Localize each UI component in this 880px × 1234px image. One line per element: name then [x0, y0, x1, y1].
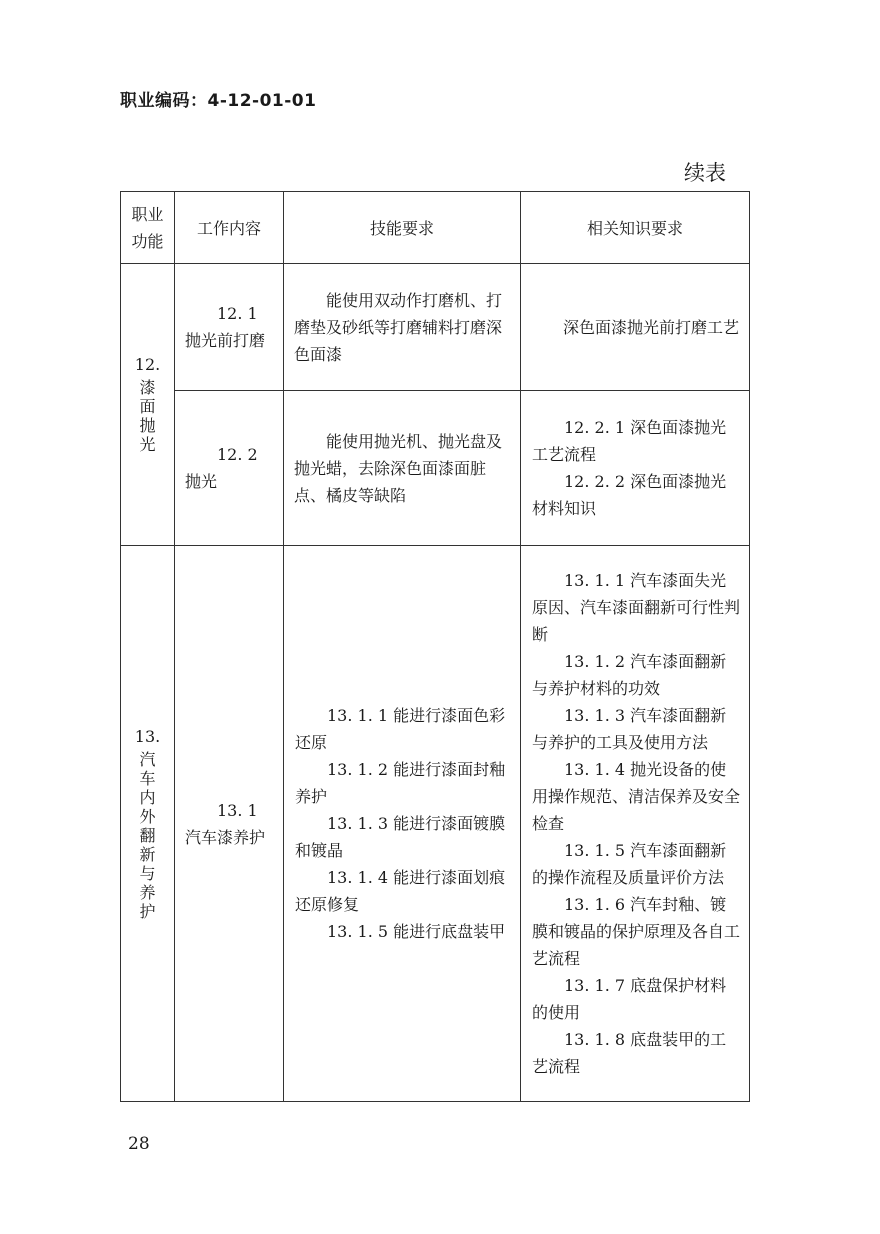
skill-cell: [284, 264, 521, 391]
work-content-text: 12. 2 抛光: [185, 445, 258, 491]
function-char: 新: [139, 844, 156, 864]
function-char: 翻: [139, 825, 156, 845]
skill-text: 13. 1. 3 能进行漆面镀膜和镀晶: [295, 814, 506, 860]
table-row: [121, 264, 750, 391]
function-char: 养: [139, 882, 156, 902]
knowledge-text: 13. 1. 6 汽车封釉、镀膜和镀晶的保护原理及各自工艺流程: [532, 895, 741, 968]
function-char: 抛: [139, 416, 156, 435]
work-content-text: 12. 1 抛光前打磨: [185, 304, 266, 350]
skill-cell: [284, 391, 521, 546]
skill-text: 13. 1. 1 能进行漆面色彩还原: [295, 706, 506, 752]
work-content-cell: [175, 546, 284, 1102]
header-function: [121, 192, 175, 264]
page-number: 28: [128, 1134, 150, 1154]
function-number: 13.: [134, 726, 161, 746]
header-work-content: 工作内容: [175, 192, 284, 264]
skill-text: 能使用双动作打磨机、打磨垫及砂纸等打磨辅料打磨深色面漆: [294, 290, 503, 364]
function-cell-12: [121, 264, 175, 546]
function-char: 漆: [139, 378, 156, 397]
knowledge-text: 12. 2. 1 深色面漆抛光工艺流程: [532, 418, 727, 464]
work-content-cell: [175, 264, 284, 391]
function-char: 内: [139, 787, 156, 807]
function-char: 外: [139, 806, 156, 826]
skill-text: 能使用抛光机、抛光盘及抛光蜡，去除深色面漆面脏点、橘皮等缺陷: [294, 431, 503, 505]
header-knowledge-requirements: 相关知识要求: [521, 192, 750, 264]
function-number: 12.: [134, 355, 161, 374]
knowledge-text: 13. 1. 5 汽车漆面翻新的操作流程及质量评价方法: [532, 841, 727, 887]
header-skill-requirements: 技能要求: [284, 192, 521, 264]
function-char: 光: [139, 435, 156, 454]
work-content-cell: [175, 391, 284, 546]
skill-text: 13. 1. 5 能进行底盘装甲: [327, 922, 506, 941]
table-header-row: [121, 192, 750, 264]
knowledge-text: 12. 2. 2 深色面漆抛光材料知识: [532, 472, 727, 518]
header-function-line1: 职业: [131, 204, 164, 224]
continued-label: 续表: [684, 161, 726, 185]
knowledge-cell: [521, 391, 750, 546]
knowledge-text: 13. 1. 8 底盘装甲的工艺流程: [532, 1030, 727, 1076]
work-content-text: 13. 1 汽车漆养护: [185, 800, 266, 847]
function-char: 护: [139, 901, 156, 921]
knowledge-text: 13. 1. 7 底盘保护材料的使用: [532, 976, 727, 1022]
skill-text: 13. 1. 2 能进行漆面封釉养护: [295, 760, 506, 806]
skill-cell: [284, 546, 521, 1102]
function-char: 面: [139, 397, 156, 416]
occupation-code: 职业编码：4-12-01-01: [120, 91, 317, 111]
knowledge-text: 13. 1. 1 汽车漆面失光原因、汽车漆面翻新可行性判断: [532, 571, 741, 644]
function-char: 与: [139, 863, 156, 883]
function-cell-13: [121, 546, 175, 1102]
table-row: [121, 546, 750, 1102]
knowledge-text: 深色面漆抛光前打磨工艺: [563, 317, 740, 337]
knowledge-text: 13. 1. 2 汽车漆面翻新与养护材料的功效: [532, 652, 727, 698]
skills-table: [120, 191, 750, 1102]
knowledge-text: 13. 1. 4 抛光设备的使用操作规范、清洁保养及安全检查: [532, 760, 741, 833]
table-row: [121, 391, 750, 546]
header-function-line2: 功能: [131, 231, 164, 251]
function-char: 车: [139, 768, 156, 788]
function-char: 汽: [139, 749, 156, 769]
knowledge-cell: [521, 264, 750, 391]
knowledge-text: 13. 1. 3 汽车漆面翻新与养护的工具及使用方法: [532, 706, 727, 752]
knowledge-cell: [521, 546, 750, 1102]
skill-text: 13. 1. 4 能进行漆面划痕还原修复: [295, 868, 506, 914]
